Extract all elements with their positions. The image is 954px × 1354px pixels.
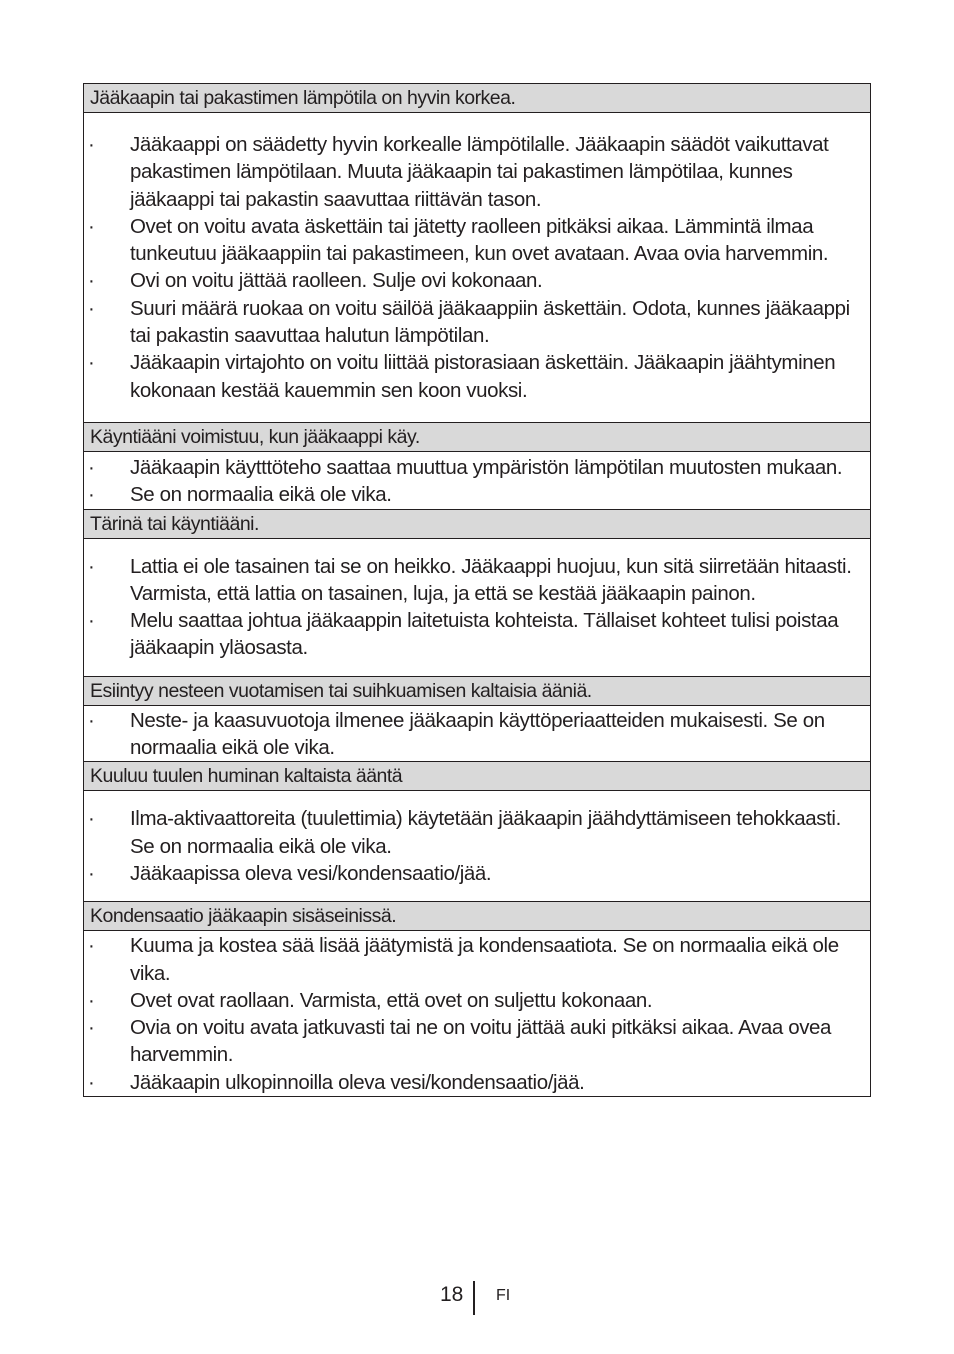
section-condensation-inside — [84, 901, 870, 1097]
list-item-text: Lattia ei ole tasainen tai se on heikko. Jääkaappi huojuu, kun sitä siirretään hitaasti. Varmista, että lattia on tasainen, luja, ja että se kestää jääkaapin painon. — [130, 554, 852, 605]
list-item-text: Jääkaapin käytttöteho saattaa muuttua ympäristön lämpötilan muutosten mukaan. — [130, 455, 843, 479]
list-item-text: Suuri määrä ruokaa on voitu säilöä jääkaappiin äskettäin. Odota, kunnes jääkaappi tai pakastin saavuttaa halutun lämpötilan. — [130, 296, 850, 348]
bullet: · — [88, 214, 95, 238]
list-item — [84, 553, 870, 608]
language-code: FI — [496, 1287, 511, 1304]
list-item — [84, 481, 870, 508]
section-body — [84, 113, 870, 422]
bullet: · — [88, 133, 95, 156]
section-heading: Esiintyy nesteen vuotamisen tai suihkuamisen kaltaisia ääniä. — [84, 676, 870, 706]
list-item-text: Jääkaapin ulkopinnoilla oleva vesi/kondensaatio/jää. — [130, 1070, 585, 1094]
section-temperature-high — [84, 83, 870, 422]
section-heading: Käyntiääni voimistuu, kun jääkaappi käy. — [84, 422, 870, 452]
list-item-text: Neste- ja kaasuvuotoja ilmenee jääkaapin käyttöperiaatteiden mukaisesti. Se on normaalia eikä ole vika. — [130, 708, 825, 760]
bullet: · — [88, 455, 95, 479]
list-item — [84, 213, 870, 268]
section-body — [84, 931, 870, 1097]
section-fluid-sounds — [84, 676, 870, 762]
list-item — [84, 932, 870, 987]
list-item-text: Kuuma ja kostea sää lisää jäätymistä ja kondensaatiota. Se on normaalia eikä ole vika. — [130, 934, 839, 985]
bullet: · — [88, 861, 95, 885]
bullet: · — [88, 483, 95, 507]
list-item-text: Ovet on voitu avata äskettäin tai jätetty raolleen pitkäksi aikaa. Lämmintä ilmaa tunkeutuu jääkaappiin tai pakastimeen, kun ovet avataan. Avaa ovia harvemmin. — [130, 214, 829, 266]
list-item-text: Ovi on voitu jättää raolleen. Sulje ovi kokonaan. — [130, 269, 543, 293]
list-item-text: Ovet ovat raollaan. Varmista, että ovet on suljettu kokonaan. — [130, 988, 653, 1012]
list-item — [84, 131, 870, 213]
bullet: · — [88, 554, 95, 578]
page-number: 18 — [440, 1283, 464, 1306]
list-item — [84, 860, 870, 887]
section-heading: Kuuluu tuulen huminan kaltaista ääntä — [84, 761, 870, 791]
bullet: · — [88, 1070, 95, 1094]
section-body — [84, 706, 870, 762]
section-body — [84, 452, 870, 509]
list-item-text: Ilma-aktivaattoreita (tuulettimia) käytetään jääkaapin jäähdyttämiseen tehokkaasti. Se on normaalia eikä ole vika. — [130, 807, 841, 858]
list-item — [84, 707, 870, 762]
list-item — [84, 454, 870, 481]
list-item-text: Melu saattaa johtua jääkaappin laitetuista kohteista. Tällaiset kohteet tulisi poistaa jääkaapin yläosasta. — [130, 609, 839, 660]
section-heading: Kondensaatio jääkaapin sisäseinissä. — [84, 901, 870, 931]
bullet: · — [88, 934, 95, 958]
bullet: · — [88, 269, 95, 293]
section-body — [84, 791, 870, 901]
bullet: · — [88, 708, 95, 732]
bullet: · — [88, 609, 95, 633]
list-item — [84, 1014, 870, 1069]
bullet: · — [88, 351, 95, 375]
list-item — [84, 349, 870, 404]
bullet: · — [88, 296, 95, 320]
list-item-text: Jääkaapin virtajohto on voitu liittää pistorasiaan äskettäin. Jääkaapin jäähtyminen kokonaan kestää kauemmin sen koon vuoksi. — [130, 351, 836, 402]
list-item-text: Jääkaapissa oleva vesi/kondensaatio/jää. — [130, 861, 492, 885]
list-item — [84, 295, 870, 350]
list-item-text: Jääkaappi on säädetty hyvin korkealle lämpötilalle. Jääkaapin säädöt vaikuttavat pakastimen lämpötilaan. Muuta jääkaapin tai pakastimen lämpötilaa, kunnes jääkaappi tai pakastin saavuttaa riittävän tason. — [130, 133, 829, 211]
section-wind-sound — [84, 761, 870, 901]
troubleshooting-table — [83, 83, 871, 1097]
list-item — [84, 987, 870, 1014]
bullet: · — [88, 1016, 95, 1040]
page-footer — [0, 1281, 954, 1315]
footer-divider — [473, 1281, 475, 1315]
bullet: · — [88, 807, 95, 831]
section-vibration — [84, 509, 870, 676]
list-item — [84, 267, 870, 294]
section-body — [84, 539, 870, 676]
list-item — [84, 607, 870, 662]
list-item — [84, 805, 870, 860]
section-running-noise — [84, 422, 870, 509]
list-item-text: Ovia on voitu avata jatkuvasti tai ne on voitu jättää auki pitkäksi aikaa. Avaa ovea harvemmin. — [130, 1016, 832, 1067]
list-item — [84, 1069, 870, 1096]
section-heading: Tärinä tai käyntiääni. — [84, 509, 870, 539]
bullet: · — [88, 988, 95, 1012]
section-heading: Jääkaapin tai pakastimen lämpötila on hyvin korkea. — [84, 83, 870, 113]
list-item-text: Se on normaalia eikä ole vika. — [130, 483, 392, 507]
